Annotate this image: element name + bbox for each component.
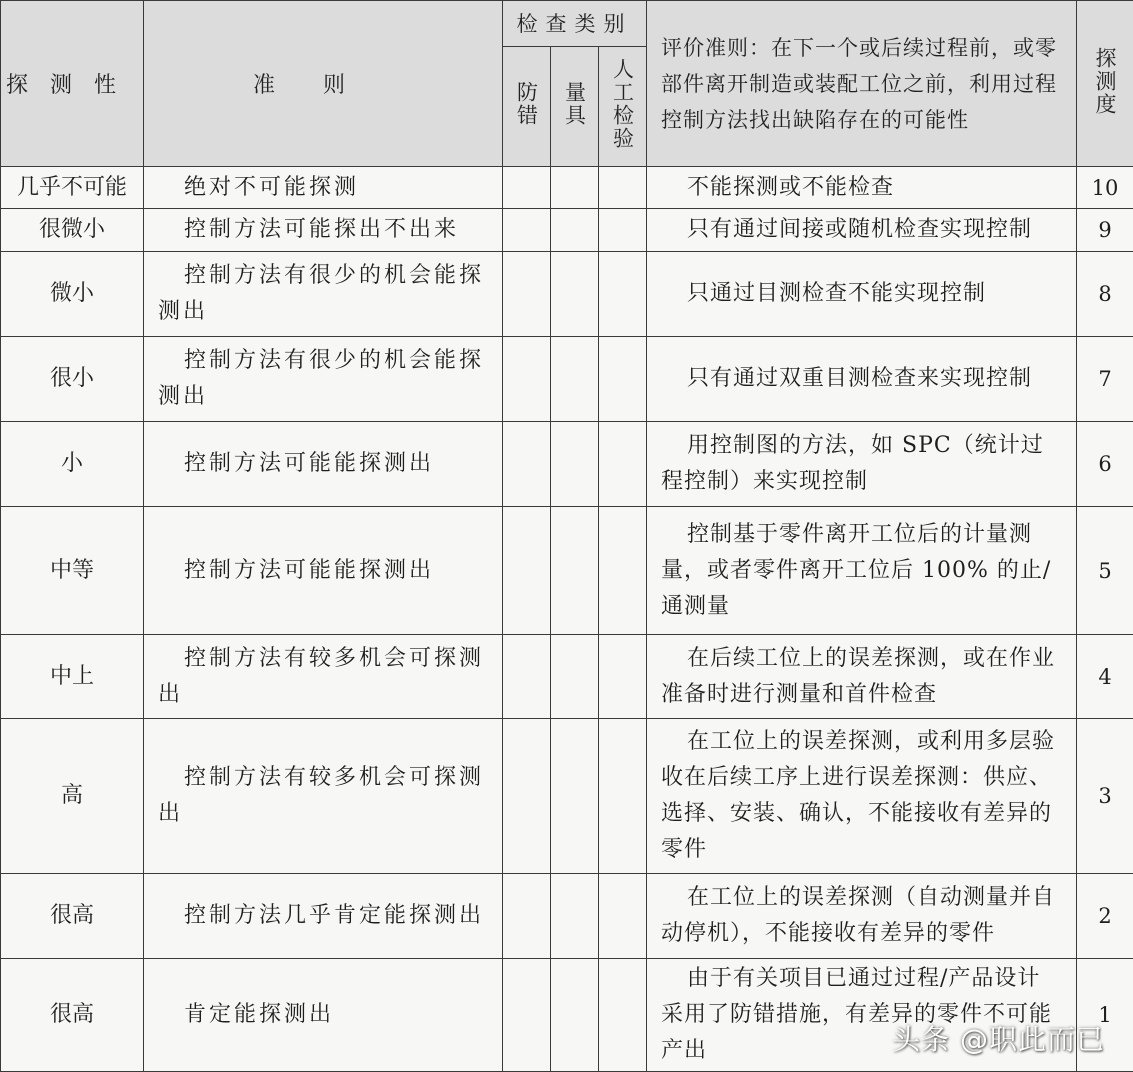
row-level: 微小 (1, 252, 144, 337)
row-gauging-cell (551, 422, 599, 507)
header-criteria: 准则 (144, 1, 503, 167)
row-manual-cell (599, 252, 647, 337)
row-criteria: 控制方法有很少的机会能探测出 (144, 337, 503, 422)
row-criteria: 肯定能探测出 (144, 959, 503, 1072)
table-row (1, 635, 1133, 719)
row-level: 中上 (1, 635, 144, 719)
row-evaluation: 只有通过间接或随机检查实现控制 (647, 209, 1077, 252)
row-criteria: 控制方法有较多机会可探测出 (144, 719, 503, 874)
row-score: 8 (1077, 252, 1133, 337)
row-evaluation: 不能探测或不能检查 (647, 167, 1077, 209)
row-evaluation: 在工位上的误差探测（自动测量并自动停机），不能接收有差异的零件 (647, 874, 1077, 959)
row-manual-cell (599, 959, 647, 1072)
row-gauging-cell (551, 635, 599, 719)
row-manual-cell (599, 719, 647, 874)
row-manual-cell (599, 635, 647, 719)
row-level: 高 (1, 719, 144, 874)
row-score: 1 (1077, 959, 1133, 1072)
row-level: 很微小 (1, 209, 144, 252)
row-gauging-cell (551, 507, 599, 635)
row-criteria: 控制方法可能能探测出 (144, 507, 503, 635)
row-level: 很小 (1, 337, 144, 422)
table-row (1, 874, 1133, 959)
row-manual-cell (599, 507, 647, 635)
row-manual-cell (599, 209, 647, 252)
row-level: 很高 (1, 959, 144, 1072)
header-evaluation-criteria: 评价准则：在下一个或后续过程前，或零部件离开制造或装配工位之前，利用过程控制方法找出缺陷存在的可能性 (647, 1, 1077, 167)
header-inspection-category: 检查类别 (503, 1, 647, 47)
row-criteria: 绝对不可能探测 (144, 167, 503, 209)
row-criteria: 控制方法几乎肯定能探测出 (144, 874, 503, 959)
row-manual-cell (599, 337, 647, 422)
row-gauging-cell (551, 167, 599, 209)
row-evaluation: 控制基于零件离开工位后的计量测量，或者零件离开工位后 100% 的止/通测量 (647, 507, 1077, 635)
row-manual-cell (599, 167, 647, 209)
table-row (1, 719, 1133, 874)
row-error-proofing-cell (503, 337, 551, 422)
row-error-proofing-cell (503, 422, 551, 507)
row-manual-cell (599, 422, 647, 507)
row-score: 6 (1077, 422, 1133, 507)
row-gauging-cell (551, 252, 599, 337)
row-evaluation: 只通过目测检查不能实现控制 (647, 252, 1077, 337)
row-error-proofing-cell (503, 635, 551, 719)
row-evaluation: 由于有关项目已通过过程/产品设计采用了防错措施，有差异的零件不可能产出 (647, 959, 1077, 1072)
row-level: 几乎不可能 (1, 167, 144, 209)
row-error-proofing-cell (503, 719, 551, 874)
row-level: 很高 (1, 874, 144, 959)
row-error-proofing-cell (503, 209, 551, 252)
row-score: 4 (1077, 635, 1133, 719)
row-error-proofing-cell (503, 167, 551, 209)
header-gauging: 量具 (551, 46, 599, 166)
row-gauging-cell (551, 209, 599, 252)
row-gauging-cell (551, 959, 599, 1072)
watermark-text: 头条 @职此而已 (892, 1023, 1105, 1056)
table-row (1, 422, 1133, 507)
header-score: 探测度 (1077, 1, 1133, 167)
row-error-proofing-cell (503, 874, 551, 959)
row-score: 3 (1077, 719, 1133, 874)
row-criteria: 控制方法可能能探测出 (144, 422, 503, 507)
table-row (1, 167, 1133, 209)
header-manual-inspection: 人工检验 (599, 46, 647, 166)
row-score: 10 (1077, 167, 1133, 209)
row-manual-cell (599, 874, 647, 959)
header-error-proofing: 防错 (503, 46, 551, 166)
row-score: 9 (1077, 209, 1133, 252)
header-detectability: 探测性 (1, 1, 144, 167)
row-error-proofing-cell (503, 507, 551, 635)
row-score: 7 (1077, 337, 1133, 422)
table-row (1, 337, 1133, 422)
row-criteria: 控制方法有很少的机会能探测出 (144, 252, 503, 337)
row-level: 小 (1, 422, 144, 507)
row-evaluation: 用控制图的方法，如 SPC（统计过程控制）来实现控制 (647, 422, 1077, 507)
row-gauging-cell (551, 337, 599, 422)
table-row (1, 252, 1133, 337)
row-evaluation: 在工位上的误差探测，或利用多层验收在后续工序上进行误差探测：供应、选择、安装、确认，不能接收有差异的零件 (647, 719, 1077, 874)
row-score: 2 (1077, 874, 1133, 959)
table-row (1, 209, 1133, 252)
row-gauging-cell (551, 719, 599, 874)
table-row (1, 507, 1133, 635)
row-error-proofing-cell (503, 252, 551, 337)
row-evaluation: 只有通过双重目测检查来实现控制 (647, 337, 1077, 422)
row-score: 5 (1077, 507, 1133, 635)
row-gauging-cell (551, 874, 599, 959)
row-level: 中等 (1, 507, 144, 635)
row-criteria: 控制方法可能探出不出来 (144, 209, 503, 252)
row-criteria: 控制方法有较多机会可探测出 (144, 635, 503, 719)
row-evaluation: 在后续工位上的误差探测，或在作业准备时进行测量和首件检查 (647, 635, 1077, 719)
row-error-proofing-cell (503, 959, 551, 1072)
